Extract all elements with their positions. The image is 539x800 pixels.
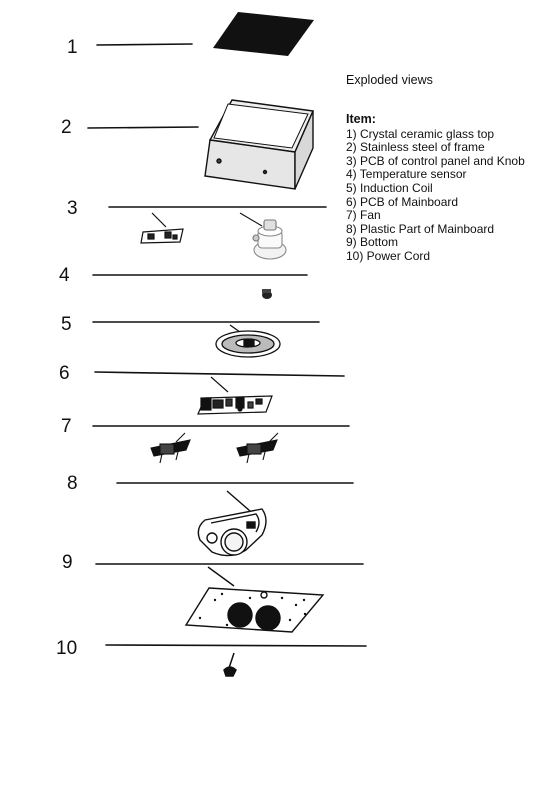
legend-item: 6) PCB of Mainboard: [346, 194, 459, 209]
fan-left: [151, 433, 190, 463]
power-cord: [224, 653, 236, 676]
legend-item: 10) Power Cord: [346, 248, 431, 263]
bottom-plate: [186, 567, 323, 632]
legend-item: 3) PCB of control panel and Knob: [346, 153, 525, 168]
control-panel-pcb: [141, 213, 183, 243]
diagram-caption: Exploded views: [346, 73, 433, 87]
frame-housing: [205, 100, 313, 189]
part-number-2: 2: [61, 117, 72, 138]
legend-item: 4) Temperature sensor: [346, 167, 467, 182]
plastic-mainboard-bracket: [198, 491, 266, 556]
legend-title: Item:: [346, 112, 376, 126]
part-number-7: 7: [61, 416, 72, 437]
induction-coil: [216, 325, 280, 357]
fan-right: [237, 433, 278, 463]
legend-item: 2) Stainless steel of frame: [346, 140, 485, 155]
legend-item: 5) Induction Coil: [346, 180, 433, 195]
part-number-4: 4: [59, 265, 70, 286]
legend-item: 8) Plastic Part of Mainboard: [346, 221, 495, 236]
level-line-10: [106, 645, 366, 646]
temperature-sensor: [262, 289, 272, 299]
part-number-8: 8: [67, 473, 78, 494]
legend-item: 1) Crystal ceramic glass top: [346, 126, 495, 141]
legend-item: 7) Fan: [346, 208, 381, 223]
part-number-9: 9: [62, 552, 73, 573]
legend-item: 9) Bottom: [346, 235, 399, 250]
level-line-6: [95, 372, 344, 376]
mainboard-pcb: [198, 377, 272, 414]
leader-line-2: [88, 127, 198, 128]
control-knob: [240, 213, 286, 259]
glass-top-plate: [213, 12, 314, 56]
part-number-1: 1: [67, 37, 78, 58]
part-number-5: 5: [61, 314, 72, 335]
part-number-6: 6: [59, 363, 70, 384]
part-number-10: 10: [56, 638, 78, 659]
part-number-3: 3: [67, 198, 78, 219]
leader-line-1: [97, 44, 192, 45]
